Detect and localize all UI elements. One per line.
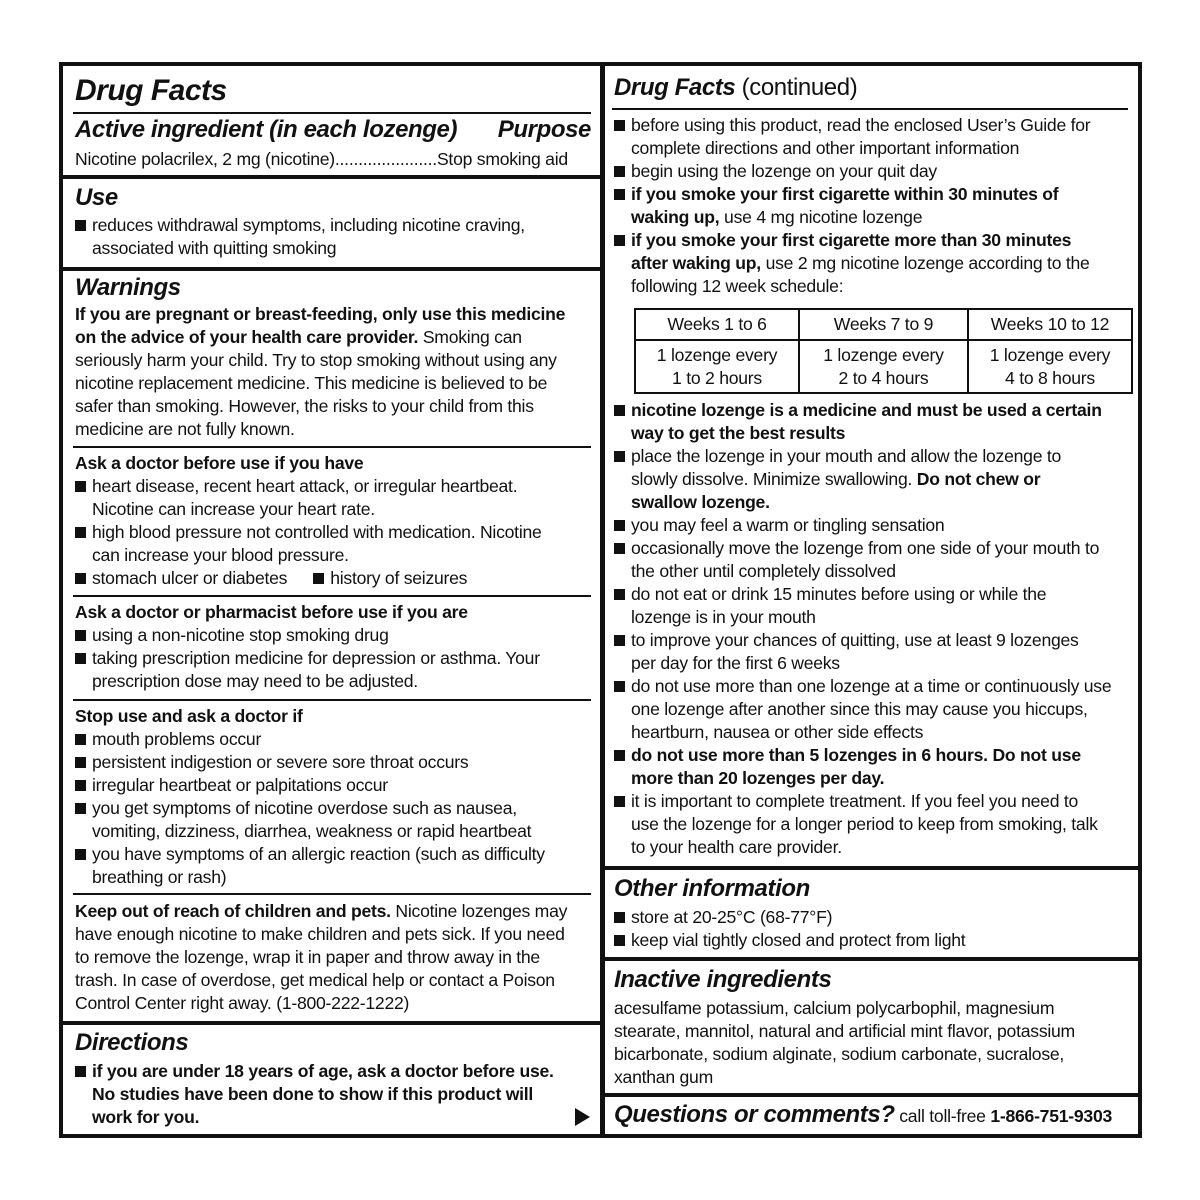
- list-item: using a non-nicotine stop smoking drug: [75, 624, 600, 647]
- list-item: if you smoke your first cigarette more than 30 minutes after waking up, use 2 mg nicotine lozenge according to the following 12 week schedule:: [614, 229, 1136, 298]
- list-item: if you are under 18 years of age, ask a doctor before use. No studies have been done to show if this product will work for you.: [75, 1060, 595, 1129]
- list-item: place the lozenge in your mouth and allow the lozenge to slowly dissolve. Minimize swallowing. Do not chew or swallow lozenge.: [614, 445, 1136, 514]
- bullet-square-icon: [614, 750, 625, 761]
- table-cell: 1 lozenge every 1 to 2 hours: [635, 340, 799, 393]
- questions-line: Questions or comments? call toll-free 1-866-751-9303: [614, 1101, 1113, 1128]
- list-item: reduces withdrawal symptoms, including nicotine craving, associated with quitting smoking: [75, 214, 595, 260]
- list-item: you may feel a warm or tingling sensation: [614, 514, 1136, 537]
- bullet-square-icon: [614, 451, 625, 462]
- bullet-square-icon: [614, 520, 625, 531]
- table-header-cell: Weeks 10 to 12: [968, 309, 1132, 340]
- table-row: [635, 340, 1132, 393]
- bullet-square-icon: [614, 935, 625, 946]
- phone-number: 1-866-751-9303: [990, 1106, 1113, 1126]
- list-item: do not eat or drink 15 minutes before using or while the lozenge is in your mouth: [614, 583, 1136, 629]
- bullet-square-icon: [75, 527, 86, 538]
- divider: [73, 893, 591, 895]
- drug-facts-continued-title: Drug Facts (continued): [614, 74, 858, 101]
- bullet-square-icon: [75, 481, 86, 492]
- bullet-square-icon: [614, 189, 625, 200]
- table-cell: 1 lozenge every 2 to 4 hours: [799, 340, 968, 393]
- list-item: heart disease, recent heart attack, or irregular heartbeat. Nicotine can increase your heart rate.: [75, 475, 600, 521]
- drug-facts-title: Drug Facts: [75, 74, 227, 107]
- section-divider: [604, 1093, 1138, 1097]
- divider: [73, 112, 591, 114]
- use-heading: Use: [75, 184, 118, 211]
- bullet-square-icon: [614, 635, 625, 646]
- stop-use-section: [75, 705, 600, 889]
- stop-use-heading: Stop use and ask a doctor if: [75, 706, 303, 726]
- list-item: it is important to complete treatment. If you feel you need to use the lozenge for a longer period to keep from smoking, talk to your health care provider.: [614, 790, 1136, 859]
- directions-list: [75, 1060, 595, 1129]
- warnings-heading: Warnings: [75, 274, 181, 301]
- other-information-list: [614, 906, 1136, 952]
- list-item: irregular heartbeat or palpitations occur: [75, 774, 600, 797]
- list-item: before using this product, read the enclosed User’s Guide for complete directions and other important information: [614, 114, 1136, 160]
- ask-pharmacist-section: [75, 601, 600, 693]
- list-item: stomach ulcer or diabetes history of seizures: [75, 567, 600, 590]
- ask-pharmacist-heading: Ask a doctor or pharmacist before use if you are: [75, 602, 468, 622]
- bullet-square-icon: [614, 543, 625, 554]
- divider: [73, 699, 591, 701]
- list-item: occasionally move the lozenge from one side of your mouth to the other until completely dissolved: [614, 537, 1136, 583]
- table-row: [635, 309, 1132, 340]
- dosing-schedule-table: [634, 308, 1133, 394]
- list-item: do not use more than 5 lozenges in 6 hours. Do not use more than 20 lozenges per day.: [614, 744, 1136, 790]
- section-divider: [63, 267, 601, 271]
- bullet-square-icon: [614, 589, 625, 600]
- directions-continued-list: [614, 114, 1136, 298]
- bullet-square-icon: [75, 653, 86, 664]
- questions-heading: Questions or comments?: [614, 1101, 895, 1128]
- list-item: store at 20-25°C (68-77°F): [614, 906, 1136, 929]
- list-item: you have symptoms of an allergic reaction (such as difficulty breathing or rash): [75, 843, 600, 889]
- table-header-cell: Weeks 7 to 9: [799, 309, 968, 340]
- bullet-square-icon: [75, 1066, 86, 1077]
- pregnancy-warning: If you are pregnant or breast-feeding, only use this medicine on the advice of your health care provider. Smoking can seriously harm your child. Try to stop smoking without using any nicotine replacement medicine. This medicine is believed to be safer than smoking. However, the risks to your child from this medicine are not fully known.: [75, 304, 566, 439]
- bullet-square-icon: [75, 220, 86, 231]
- bullet-square-icon: [614, 912, 625, 923]
- drug-facts-panel-left: [59, 62, 605, 1138]
- list-item: you get symptoms of nicotine overdose such as nausea, vomiting, dizziness, diarrhea, weakness or rapid heartbeat: [75, 797, 600, 843]
- purpose-heading: Purpose: [497, 116, 591, 143]
- list-item: keep vial tightly closed and protect from light: [614, 929, 1136, 952]
- section-divider: [63, 1021, 601, 1025]
- list-item: do not use more than one lozenge at a time or continuously use one lozenge after another since this may cause you hiccups, heartburn, nausea or other side effects: [614, 675, 1136, 744]
- continued-arrow-icon: [575, 1108, 590, 1126]
- section-divider: [604, 957, 1138, 961]
- bullet-square-icon: [75, 803, 86, 814]
- divider: [73, 595, 591, 597]
- active-ingredient-heading: Active ingredient (in each lozenge): [75, 116, 458, 143]
- divider: [612, 108, 1128, 110]
- list-item: if you smoke your first cigarette within 30 minutes of waking up, use 4 mg nicotine lozenge: [614, 183, 1136, 229]
- bullet-square-icon: [614, 235, 625, 246]
- keep-out-of-reach: Keep out of reach of children and pets. Nicotine lozenges may have enough nicotine to make children and pets sick. If you need to remove the lozenge, wrap it in paper and throw away in the trash. In case of overdose, get medical help or contact a Poison Control Center right away. (1-800-222-1222): [75, 901, 568, 1013]
- table-header-cell: Weeks 1 to 6: [635, 309, 799, 340]
- bullet-square-icon: [614, 120, 625, 131]
- list-item: begin using the lozenge on your quit day: [614, 160, 1136, 183]
- bullet-square-icon: [75, 849, 86, 860]
- list-item: to improve your chances of quitting, use at least 9 lozenges per day for the first 6 weeks: [614, 629, 1136, 675]
- ask-doctor-heading: Ask a doctor before use if you have: [75, 453, 364, 473]
- bullet-square-icon: [614, 166, 625, 177]
- directions-heading: Directions: [75, 1029, 189, 1056]
- bullet-square-icon: [614, 681, 625, 692]
- list-item: mouth problems occur: [75, 728, 600, 751]
- inactive-ingredients-heading: Inactive ingredients: [614, 966, 832, 993]
- bullet-square-icon: [75, 734, 86, 745]
- bullet-square-icon: [614, 405, 625, 416]
- usage-instructions-list: [614, 399, 1136, 859]
- list-item: high blood pressure not controlled with medication. Nicotine can increase your blood pressure.: [75, 521, 600, 567]
- ask-doctor-section: [75, 452, 600, 590]
- bullet-square-icon: [75, 630, 86, 641]
- inactive-ingredients-text: acesulfame potassium, calcium polycarbophil, magnesium stearate, mannitol, natural and artificial mint flavor, potassium bicarbonate, sodium alginate, sodium carbonate, sucralose, xanthan gum: [614, 998, 1075, 1087]
- use-list: [75, 214, 595, 260]
- other-information-heading: Other information: [614, 875, 810, 902]
- drug-facts-panel-right: [600, 62, 1142, 1138]
- list-item: persistent indigestion or severe sore throat occurs: [75, 751, 600, 774]
- section-divider: [63, 175, 601, 179]
- divider: [73, 446, 591, 448]
- list-item: nicotine lozenge is a medicine and must be used a certain way to get the best results: [614, 399, 1136, 445]
- bullet-square-icon: [75, 573, 86, 584]
- bullet-square-icon: [614, 796, 625, 807]
- list-item: taking prescription medicine for depression or asthma. Your prescription dose may need to be adjusted.: [75, 647, 600, 693]
- active-ingredient-line: Nicotine polacrilex, 2 mg (nicotine)......................Stop smoking aid: [75, 149, 568, 169]
- table-cell: 1 lozenge every 4 to 8 hours: [968, 340, 1132, 393]
- section-divider: [604, 866, 1138, 870]
- bullet-square-icon: [75, 780, 86, 791]
- bullet-square-icon: [313, 573, 324, 584]
- bullet-square-icon: [75, 757, 86, 768]
